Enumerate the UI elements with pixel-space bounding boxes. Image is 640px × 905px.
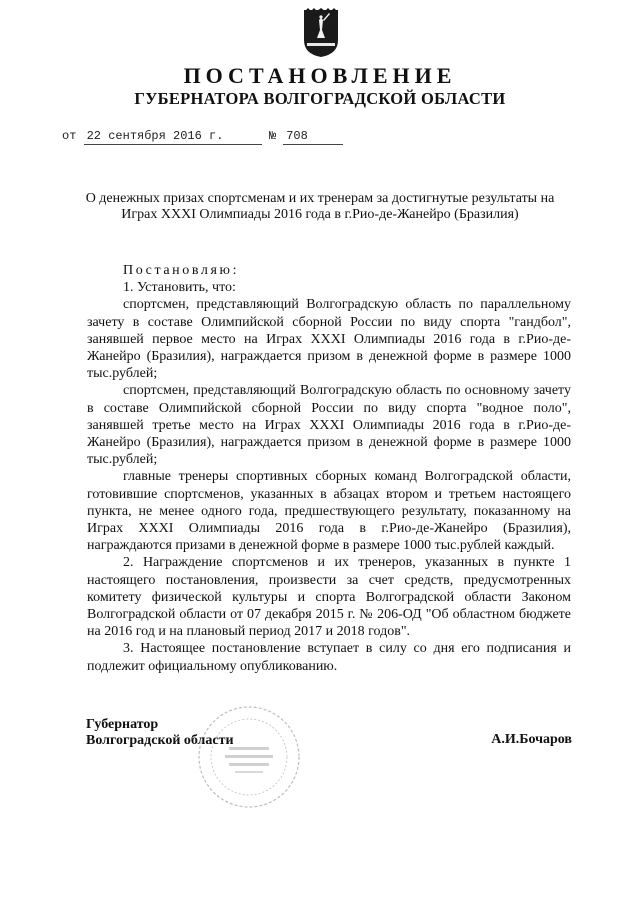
body-paragraph: спортсмен, представляющий Волгоградскую область по основному зачету в составе Олимпийской сборной России по виду спорта "водное поло", занявшей третье место на Играх XXXI Олимпиады 2016 года в г.Рио-де-Жанейро (Бразилия), награждается призом в денежной форме в размере 1000 тыс.рублей; <box>87 383 571 468</box>
body-paragraph: 1. Установить, что: <box>123 280 236 296</box>
body-paragraph: главные тренеры спортивных сборных команд Волгоградской области, готовившие спортсменов, указанных в абзацах втором и третьем настоящего пункта, не менее одного года, предшествующего результату, показанному на Играх XXXI Олимпиады 2016 года в г.Рио-де-Жанейро (Бразилия), награждаются призами в денежной форме в размере 1000 тыс.рублей каждый. <box>87 469 571 554</box>
date-from-label: от <box>62 129 77 143</box>
signatory-name: А.И.Бочаров <box>491 732 572 747</box>
number-label: № <box>268 129 277 143</box>
issuer-title: ГУБЕРНАТОРА ВОЛГОГРАДСКОЙ ОБЛАСТИ <box>134 89 506 108</box>
date-number-line <box>62 128 343 145</box>
signatory-position-line1: Губернатор <box>86 717 159 732</box>
document-body <box>87 262 571 675</box>
signatory-position <box>86 717 234 749</box>
signatory-position-line2: Волгоградской области <box>86 733 234 748</box>
document-number: 708 <box>283 128 343 145</box>
body-paragraph: 2. Награждение спортсменов и их тренеров, указанных в пункте 1 настоящего постановления, произвести за счет средств, предусмотренных комитету физической культуры и спорта Волгоградской области Законом Волгоградской области от 07 декабря 2015 г. № 206-ОД "Об областном бюджете на 2016 год и на плановый период 2017 и 2018 годов". <box>87 555 571 640</box>
document-date: 22 сентября 2016 г. <box>84 128 262 145</box>
document-subject: О денежных призах спортсменам и их тренерам за достигнутые результаты на Играх XXXI Олимпиады 2016 года в г.Рио-де-Жанейро (Бразилия) <box>85 191 555 222</box>
body-paragraph: спортсмен, представляющий Волгоградскую область по параллельному зачету в составе Олимпийской сборной России по виду спорта "гандбол", занявшей первое место на Играх XXXI Олимпиады 2016 года в г.Рио-де-Жанейро (Бразилия), награждается призом в денежной форме в размере 1000 тыс.рублей; <box>87 297 571 382</box>
volgograd-coat-of-arms-icon <box>302 8 340 58</box>
body-paragraph: 3. Настоящее постановление вступает в силу со дня его подписания и подлежит официальному опубликованию. <box>87 641 571 674</box>
document-type-title: ПОСТАНОВЛЕНИЕ <box>183 63 457 88</box>
decree-word: Постановляю: <box>123 263 240 278</box>
